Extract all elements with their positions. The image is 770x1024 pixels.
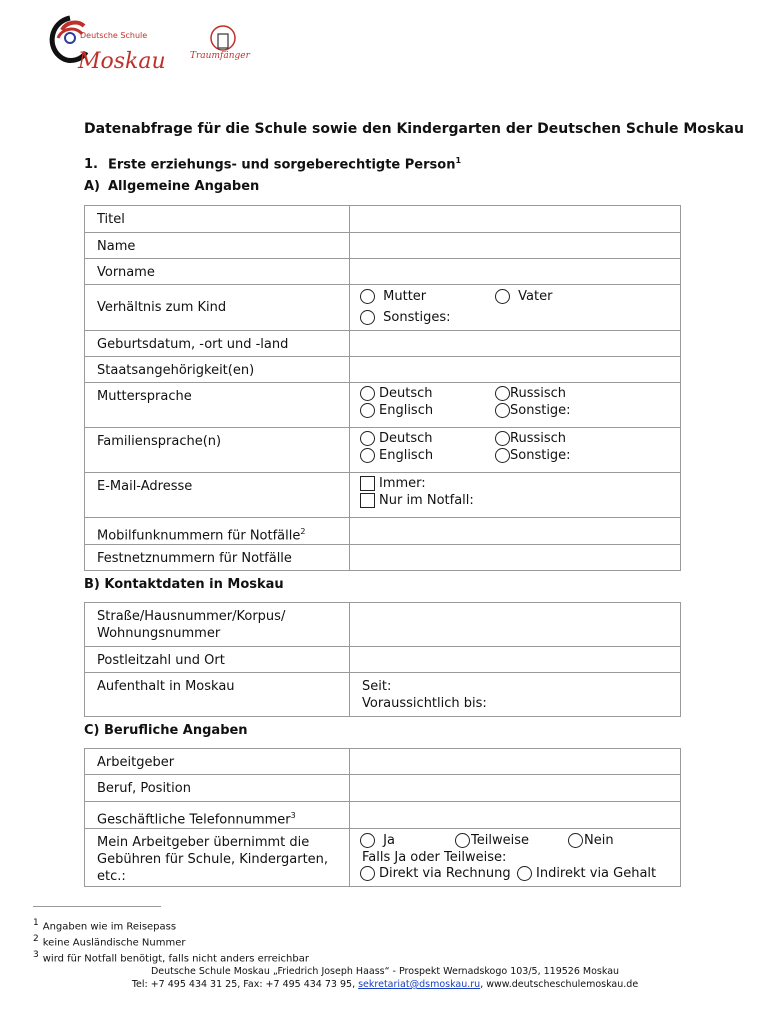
option-fs-russisch[interactable]: Russisch: [495, 431, 566, 447]
label-plz: Postleitzahl und Ort: [97, 653, 225, 668]
label-titel: Titel: [97, 212, 125, 227]
option-indirekt[interactable]: Indirekt via Gehalt: [517, 866, 656, 882]
option-ms-sonstige[interactable]: Sonstige:: [495, 403, 571, 419]
option-ms-deutsch[interactable]: Deutsch: [360, 386, 433, 402]
label-arbeitgeber: Arbeitgeber: [97, 755, 175, 770]
radio-teilweise[interactable]: [455, 833, 470, 848]
option-fs-deutsch[interactable]: Deutsch: [360, 431, 433, 447]
radio-ms-sonstige[interactable]: [495, 403, 510, 418]
option-email-notfall[interactable]: Nur im Notfall:: [360, 493, 474, 509]
footer-address: Deutsche Schule Moskau „Friedrich Joseph Haass“ - Prospekt Wernadskogo 103/5, 119526 Moskau: [150, 966, 620, 977]
label-telefon: Geschäftliche Telefonnummer$^3$: [97, 811, 296, 828]
field-vorname[interactable]: [350, 259, 681, 285]
radio-direkt[interactable]: [360, 866, 375, 881]
field-bis[interactable]: Voraussichtlich bis:: [362, 696, 487, 711]
footer-email-link[interactable]: sekretariat@dsmoskau.ru: [358, 979, 481, 990]
school-logo-line1: Deutsche Schule: [80, 31, 148, 40]
radio-indirekt[interactable]: [517, 866, 532, 881]
option-ms-russisch[interactable]: Russisch: [495, 386, 566, 402]
section-a-label: Allgemeine Angaben: [108, 179, 260, 194]
radio-fs-sonstige[interactable]: [495, 448, 510, 463]
section-1-heading: [84, 156, 461, 172]
option-fs-sonstige[interactable]: Sonstige:: [495, 448, 571, 464]
radio-ms-russisch[interactable]: [495, 386, 510, 401]
field-geburt[interactable]: [350, 331, 681, 357]
label-aufenthalt: Aufenthalt in Moskau: [97, 679, 235, 694]
table-general-info: [84, 205, 681, 571]
radio-fs-englisch[interactable]: [360, 448, 375, 463]
footnote-1: $^1$ Angaben wie im Reisepass: [33, 918, 177, 933]
option-fs-englisch[interactable]: Englisch: [360, 448, 433, 464]
option-sonstiges[interactable]: Sonstiges:: [360, 310, 450, 326]
option-ms-englisch[interactable]: Englisch: [360, 403, 433, 419]
school-logo-line2: Moskau: [78, 49, 166, 74]
footnote-3: $^3$ wird für Notfall benötigt, falls nicht anders erreichbar: [33, 950, 309, 965]
field-name[interactable]: [350, 233, 681, 259]
field-beruf[interactable]: [350, 775, 681, 802]
field-festnetz[interactable]: [350, 545, 681, 571]
field-mobil[interactable]: [350, 518, 681, 545]
label-festnetz: Festnetznummern für Notfälle: [97, 551, 292, 567]
label-strasse: Straße/Hausnummer/Korpus/ Wohnungsnummer: [97, 609, 286, 641]
option-vater[interactable]: Vater: [495, 289, 552, 305]
label-muttersprache: Muttersprache: [97, 389, 192, 404]
label-name: Name: [97, 239, 136, 254]
label-beruf: Beruf, Position: [97, 781, 191, 796]
checkbox-immer[interactable]: [360, 476, 375, 491]
field-plz[interactable]: [350, 647, 681, 673]
label-gebuehren: Mein Arbeitgeber übernimmt die Gebühren für Schule, Kindergarten, etc.:: [97, 835, 329, 885]
header-logos: [40, 8, 260, 78]
label-verhaeltnis: Verhältnis zum Kind: [97, 300, 227, 315]
label-familiensprache: Familiensprache(n): [97, 434, 222, 449]
label-vorname: Vorname: [97, 265, 155, 280]
section-1-number: 1.: [84, 157, 98, 173]
radio-ms-englisch[interactable]: [360, 403, 375, 418]
section-b-heading: B) Kontaktdaten in Moskau: [84, 577, 284, 592]
falls-text: Falls Ja oder Teilweise:: [362, 850, 507, 866]
label-geburt: Geburtsdatum, -ort und -land: [97, 337, 289, 352]
field-strasse[interactable]: [350, 603, 681, 647]
table-employment: [84, 748, 681, 887]
option-nein[interactable]: Nein: [568, 833, 614, 849]
radio-mutter[interactable]: [360, 289, 375, 304]
field-arbeitgeber[interactable]: [350, 749, 681, 775]
field-titel[interactable]: [350, 206, 681, 233]
radio-vater[interactable]: [495, 289, 510, 304]
option-ja[interactable]: Ja: [360, 833, 395, 849]
section-a-heading: [84, 179, 259, 194]
section-a-letter: A): [84, 179, 101, 194]
checkbox-notfall[interactable]: [360, 493, 375, 508]
label-mobil: Mobilfunknummern für Notfälle$^2$: [97, 527, 306, 544]
page-title: Datenabfrage für die Schule sowie den Kindergarten der Deutschen Schule Moskau: [84, 121, 744, 137]
label-email: E-Mail-Adresse: [97, 479, 193, 494]
table-contact: [84, 602, 681, 717]
option-email-immer[interactable]: Immer:: [360, 476, 426, 492]
radio-fs-russisch[interactable]: [495, 431, 510, 446]
footnote-separator: [33, 906, 161, 907]
field-telefon[interactable]: [350, 802, 681, 829]
section-c-heading: C) Berufliche Angaben: [84, 723, 248, 738]
field-staat[interactable]: [350, 357, 681, 383]
section-1-label: Erste erziehungs- und sorgeberechtigte Person: [108, 157, 456, 173]
field-seit[interactable]: Seit:: [362, 679, 392, 694]
label-staat: Staatsangehörigkeit(en): [97, 363, 255, 378]
option-mutter[interactable]: Mutter: [360, 289, 426, 305]
footnote-ref-1: 1: [455, 156, 462, 165]
option-direkt[interactable]: Direkt via Rechnung: [360, 866, 511, 882]
footer-contact: Tel: +7 495 434 31 25, Fax: +7 495 434 73 95, sekretariat@dsmoskau.ru, www.deutscheschulemoskau.de: [131, 979, 639, 990]
radio-nein[interactable]: [568, 833, 583, 848]
radio-fs-deutsch[interactable]: [360, 431, 375, 446]
kita-logo-text: Traumfänger: [190, 51, 250, 61]
radio-ms-deutsch[interactable]: [360, 386, 375, 401]
school-logo: [52, 18, 166, 74]
footnote-2: $^2$ keine Ausländische Nummer: [33, 934, 186, 949]
radio-ja[interactable]: [360, 833, 375, 848]
option-teilweise[interactable]: Teilweise: [455, 833, 529, 849]
radio-sonstiges[interactable]: [360, 310, 375, 325]
kindergarten-logo: [190, 26, 251, 61]
